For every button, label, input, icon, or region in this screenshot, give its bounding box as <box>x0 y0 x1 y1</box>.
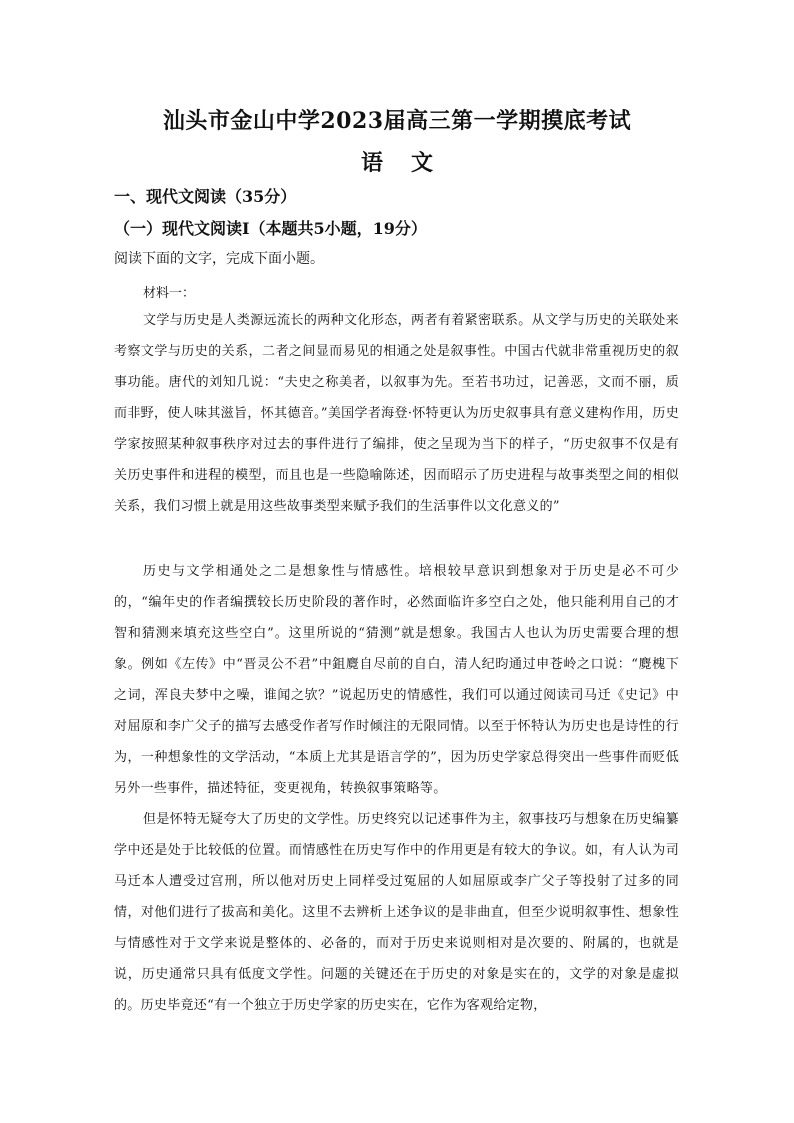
exam-title: 汕头市金山中学2023届高三第一学期摸底考试 <box>162 108 632 134</box>
paragraph-1: 文学与历史是人类源远流长的两种文化形态，两者有着紧密联系。从文学与历史的关联处来考察文学与历史的关系，二者之间显而易见的相通之处是叙事性。中国古代就非常重视历史的叙事功能。唐代的刘知几说：“夫史之称美者，以叙事为先。至若书功过，记善恶，文而不丽，质而非野，使人味其滋旨，怀其德音。”美国学者海登·怀特更认为历史叙事具有意义建构作用，历史学家按照某种叙事秩序对过去的事件进行了编排，使之呈现为当下的样子，“历史叙事不仅是有关历史事件和进程的模型，而且也是一些隐喻陈述，因而昭示了历史进程与故事类型之间的相似关系，我们习惯上就是用这些故事类型来赋予我们的生活事件以文化意义的” <box>114 313 679 514</box>
reading-instruction: 阅读下面的文字，完成下面小题。 <box>114 251 324 267</box>
material-label: 材料一： <box>143 286 196 301</box>
subsection-heading: （一）现代文阅读Ⅰ（本题共5小题，19分） <box>114 219 427 238</box>
section-heading: 一、现代文阅读（35分） <box>114 187 297 206</box>
paragraph-3: 但是怀特无疑夸大了历史的文学性。历史终究以记述事件为主，叙事技巧与想象在历史编纂学中还是处于比较低的位置。而情感性在历史写作中的作用更是有较大的争议。如，有人认为司马迁本人遭受过宫刑，所以他对历史上同样受过冤屈的人如屈原或李广父子等投射了过多的同情，对他们进行了拔高和美化。这里不去辨析上述争议的是非曲直，但至少说明叙事性、想象性与情感性对于文学来说是整体的、必备的，而对于历史来说则相对是次要的、附属的，也就是说，历史通常只具有低度文学性。问题的关键还在于历史的对象是实在的，文学的对象是虚拟的。历史毕竟还“有一个独立于历史学家的历史实在，它作为客观给定物， <box>114 812 679 1013</box>
paragraph-2: 历史与文学相通处之二是想象性与情感性。培根较早意识到想象对于历史是必不可少的，“编年史的作者编撰较长历史阶段的著作时，必然面临许多空白之处，他只能利用自己的才智和猜测来填充这些空白”。这里所说的“猜测”就是想象。我国古人也认为历史需要合理的想象。例如《左传》中“晋灵公不君”中鉏麑自尽前的自白，清人纪昀通过申苍岭之口说：“麑槐下之词，浑良夫梦中之噪，谁闻之欤？”说起历史的情感性，我们可以通过阅读司马迁《史记》中对屈原和李广父子的描写去感受作者写作时倾注的无限同情。以至于怀特认为历史也是诗性的行为，一种想象性的文学活动，“本质上尤其是语言学的”，因为历史学家总得突出一些事件而贬低另外一些事件，描述特征，变更视角，转换叙事策略等。 <box>114 564 679 796</box>
subject-title: 语文 <box>360 150 461 176</box>
